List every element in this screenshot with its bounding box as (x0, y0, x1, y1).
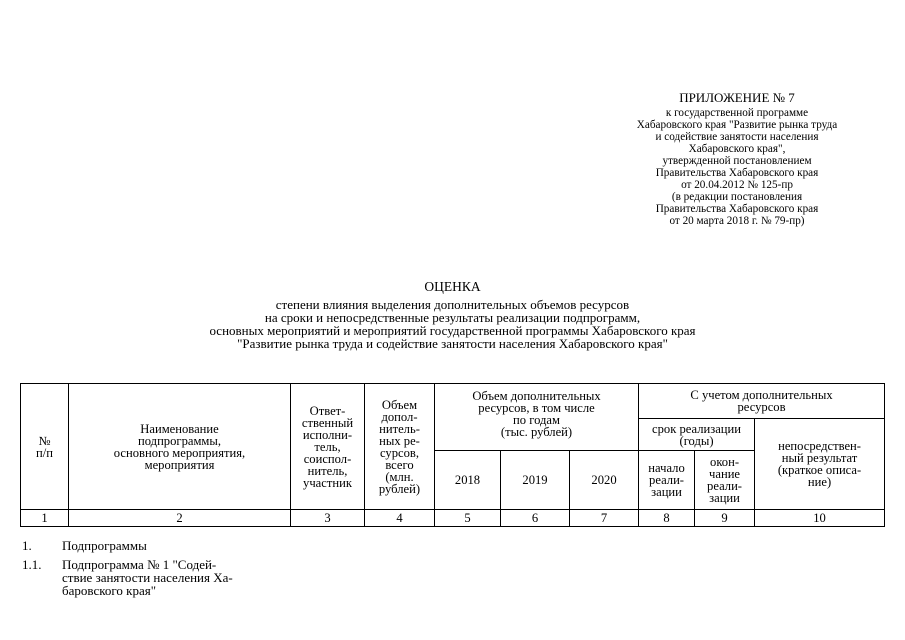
header-line: тель, (314, 439, 341, 454)
row-name (62, 558, 312, 597)
header-considering-resources (639, 384, 885, 419)
header-line: начало (648, 461, 685, 475)
appendix-line: (в редакции постановления (671, 191, 803, 203)
row-name-line: ствие занятости населения Ха- (62, 570, 233, 585)
header-implementation-period (639, 419, 755, 451)
header-line: ный результат (781, 451, 858, 465)
header-line: ственный (301, 415, 354, 430)
appendix-line: к государственной программе (665, 107, 809, 119)
header-line: Ответ- (309, 403, 346, 418)
column-number: 9 (695, 510, 755, 527)
subtitle-line: на сроки и непосредственные результаты реализации подпрограмм, (264, 310, 641, 325)
header-line: Объем дополнительных (472, 389, 601, 403)
column-number: 2 (69, 510, 291, 527)
header-line: зации (651, 485, 682, 499)
row-name-line: Подпрограмма № 1 "Содей- (62, 557, 217, 572)
header-line: С учетом дополнительных (690, 388, 833, 402)
header-additional-text (435, 390, 638, 438)
header-line: сурсов, (380, 445, 419, 460)
appendix-line: Хабаровского края "Развитие рынка труда (636, 119, 838, 131)
row-number: 1.1. (22, 557, 42, 572)
header-name (69, 384, 291, 510)
header-line: п/п (36, 445, 53, 460)
header-line: (краткое описа- (777, 463, 862, 477)
subtitle-line: "Развитие рынка труда и содействие занятости населения Хабаровского края" (237, 336, 668, 351)
header-line: срок реализации (652, 421, 742, 436)
appendix-line: Правительства Хабаровского края (655, 167, 819, 179)
header-volume (365, 384, 435, 510)
appendix-line: Правительства Хабаровского края (655, 203, 819, 215)
appendix-line: от 20.04.2012 № 125-пр (681, 179, 793, 191)
document-title: ОЦЕНКА (424, 279, 481, 294)
header-line: нитель- (379, 421, 420, 436)
appendix-line: Хабаровского края", (688, 143, 786, 155)
header-line: рублей) (378, 481, 421, 496)
header-year-2018: 2018 (435, 451, 501, 510)
row-name-line: Подпрограммы (62, 538, 147, 553)
header-line: ресурсов, в том числе (478, 401, 595, 415)
header-line: № (38, 433, 51, 448)
header-end (695, 451, 755, 510)
appendix-line: утвержденной постановлением (662, 155, 812, 167)
header-start (639, 451, 695, 510)
header-line: (годы) (679, 433, 714, 448)
header-line: непосредствен- (778, 439, 861, 453)
column-number: 1 (21, 510, 69, 527)
table-body-rows (20, 539, 312, 603)
table-row (20, 539, 312, 552)
appendix-line: и содействие занятости населения (655, 131, 819, 143)
header-line: реали- (707, 479, 743, 493)
header-line: Объем (381, 397, 418, 412)
header-line: допол- (381, 409, 418, 424)
column-number: 7 (570, 510, 639, 527)
header-line: подпрограммы, (137, 433, 221, 448)
header-line: реали- (649, 473, 685, 487)
document-subtitle (0, 298, 905, 350)
column-number: 10 (755, 510, 885, 527)
header-line: нитель, (307, 463, 348, 478)
row-name (62, 539, 312, 552)
header-line: Наименование (140, 421, 219, 436)
header-line: всего (385, 457, 414, 472)
header-line: ных ре- (379, 433, 420, 448)
header-line: зации (709, 491, 740, 505)
header-line: участник (303, 475, 352, 490)
header-year-2020: 2020 (570, 451, 639, 510)
header-line: мероприятия (144, 457, 215, 472)
header-line: по годам (513, 413, 560, 427)
appendix-block (612, 90, 862, 227)
appendix-heading: ПРИЛОЖЕНИЕ № 7 (679, 90, 795, 105)
subtitle-line: степени влияния выделения дополнительных объемов ресурсов (275, 297, 630, 312)
header-year-2019: 2019 (501, 451, 570, 510)
table-row (20, 558, 312, 597)
header-line: чание (709, 467, 741, 481)
header-line: соиспол- (303, 451, 352, 466)
header-line: основного мероприятия, (113, 445, 246, 460)
header-line: ресурсов (737, 400, 786, 414)
appendix-line: от 20 марта 2018 г. № 79-пр) (669, 215, 805, 227)
header-line: ние) (807, 475, 832, 489)
header-additional-resources (435, 384, 639, 451)
header-line: исполни- (302, 427, 353, 442)
column-number: 6 (501, 510, 570, 527)
header-line: (млн. (385, 469, 414, 484)
column-number: 8 (639, 510, 695, 527)
header-number (21, 384, 69, 510)
header-direct-result (755, 419, 885, 510)
assessment-table (20, 383, 885, 527)
header-responsible (291, 384, 365, 510)
header-line: (тыс. рублей) (500, 425, 573, 439)
column-number: 4 (365, 510, 435, 527)
row-number: 1. (22, 538, 32, 553)
header-line: окон- (710, 455, 740, 469)
subtitle-line: основных мероприятий и мероприятий государственной программы Хабаровского края (209, 323, 696, 338)
column-number: 3 (291, 510, 365, 527)
column-number: 5 (435, 510, 501, 527)
row-name-line: баровского края" (62, 583, 157, 598)
